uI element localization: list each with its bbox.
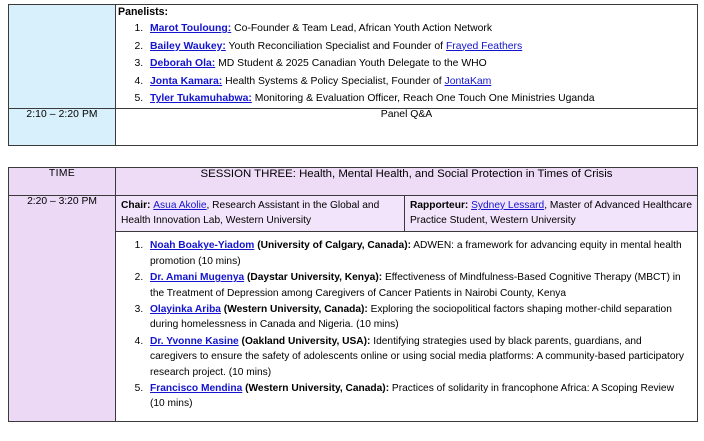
talk-title: Exploring the sociopolitical factors shaping mother-child separation during homelessness in Canada and Nigeria. (10 mins): [150, 304, 672, 331]
panelists-list: [116, 20, 697, 108]
panel-qa-label-cell: Panel Q&A: [116, 108, 698, 145]
list-item: [146, 381, 687, 412]
chair-cell: [116, 196, 405, 232]
panelist-name-link[interactable]: Deborah Ola:: [150, 58, 216, 70]
rapporteur-label: Rapporteur:: [410, 199, 472, 211]
panel-qa-time-cell: 2:10 – 2:20 PM: [9, 108, 116, 145]
presenter-name-link[interactable]: Noah Boakye-Yiadom: [150, 240, 255, 252]
list-item: [146, 73, 697, 91]
panelist-detail: MD Student & 2025 Canadian Youth Delegate to the WHO: [215, 58, 487, 70]
talk-title: ADWEN: a framework for advancing equity in mental health promotion (10 mins): [150, 240, 682, 267]
talks-list: [116, 238, 691, 411]
rapporteur-affiliation: , Master of Advanced Healthcare Practice Student, Western University: [410, 199, 692, 227]
talks-container: [116, 232, 697, 420]
panelists-content-cell: [116, 5, 698, 109]
list-item: [146, 334, 687, 380]
panelist-detail: Health Systems & Policy Specialist, Founder of: [222, 75, 445, 87]
session-title-header: SESSION THREE: Health, Mental Health, and Social Protection in Times of Crisis: [116, 167, 698, 195]
presenter-affiliation: (Western University, Canada):: [220, 304, 368, 315]
presenter-name-link[interactable]: Dr. Amani Mugenya: [150, 272, 245, 284]
panelist-name-link[interactable]: Tyler Tukamuhabwa:: [150, 93, 252, 105]
panelist-org-link[interactable]: JontaKam: [444, 75, 492, 87]
session-three-table: [8, 167, 698, 422]
table-row-session-header: [9, 167, 698, 195]
talk-title: Effectiveness of Mindfulness-Based Cognitive Therapy (MBCT) in the Treatment of Depression among Caregivers of Cancer Patients in Nairobi County, Kenya: [150, 272, 681, 299]
rapporteur-name-link[interactable]: Sydney Lessard: [471, 199, 545, 211]
panelist-detail: Co-Founder & Team Lead, African Youth Action Network: [231, 23, 493, 34]
table-row-chair-rapporteur: [116, 196, 697, 232]
talk-title: Practices of solidarity in francophone Africa: A Scoping Review (10 mins): [150, 383, 674, 410]
table-row-session-three: [9, 195, 698, 421]
presenter-affiliation: (Daystar University, Kenya):: [244, 272, 383, 284]
list-item: [146, 238, 687, 269]
table-row-panel-qa: [9, 108, 698, 145]
panelist-org-link[interactable]: Frayed Feathers: [445, 40, 523, 52]
panelist-name-link[interactable]: Marot Touloung:: [150, 23, 232, 34]
time-column-header: TIME: [9, 167, 116, 195]
chair-affiliation: , Research Assistant in the Global and Health Innovation Lab, Western University: [121, 199, 380, 227]
list-item: [146, 20, 697, 38]
session-three-content-cell: [116, 195, 698, 421]
panelist-detail: Youth Reconciliation Specialist and Founder of: [225, 40, 446, 52]
chair-label: Chair:: [121, 199, 154, 211]
session-three-time-cell: 2:20 – 3:20 PM: [9, 195, 116, 421]
chair-rapporteur-table: [116, 196, 697, 232]
presenter-affiliation: (Western University, Canada):: [242, 383, 390, 395]
list-item: [146, 270, 687, 301]
panelist-name-link[interactable]: Jonta Kamara:: [150, 75, 223, 87]
chair-name-link[interactable]: Asua Akolie: [153, 199, 207, 211]
presenter-affiliation: (University of Calgary, Canada):: [254, 240, 411, 252]
list-item: [146, 302, 687, 333]
agenda-page: [0, 4, 704, 441]
list-item: [146, 38, 697, 56]
panelist-detail: Monitoring & Evaluation Officer, Reach One Touch One Ministries Uganda: [251, 93, 595, 105]
presenter-name-link[interactable]: Olayinka Ariba: [150, 304, 221, 315]
rapporteur-cell: [405, 196, 698, 232]
list-item: [146, 55, 697, 73]
presenter-affiliation: (Oakland University, USA):: [238, 335, 371, 347]
panel-session-table: [8, 4, 698, 146]
presenter-name-link[interactable]: Dr. Yvonne Kasine: [150, 335, 239, 347]
list-item: [146, 90, 697, 108]
panelists-time-cell: [9, 5, 116, 109]
presenter-name-link[interactable]: Francisco Mendina: [150, 383, 243, 395]
panelists-heading: Panelists:: [118, 6, 169, 18]
panelist-name-link[interactable]: Bailey Waukey:: [150, 40, 226, 52]
talk-title: Identifying strategies used by black parents, guardians, and caregivers to ensure the safety of adolescents online or using social media platforms: A community-based participatory research project. (10 mins): [150, 335, 684, 378]
table-row-panelists: [9, 5, 698, 109]
